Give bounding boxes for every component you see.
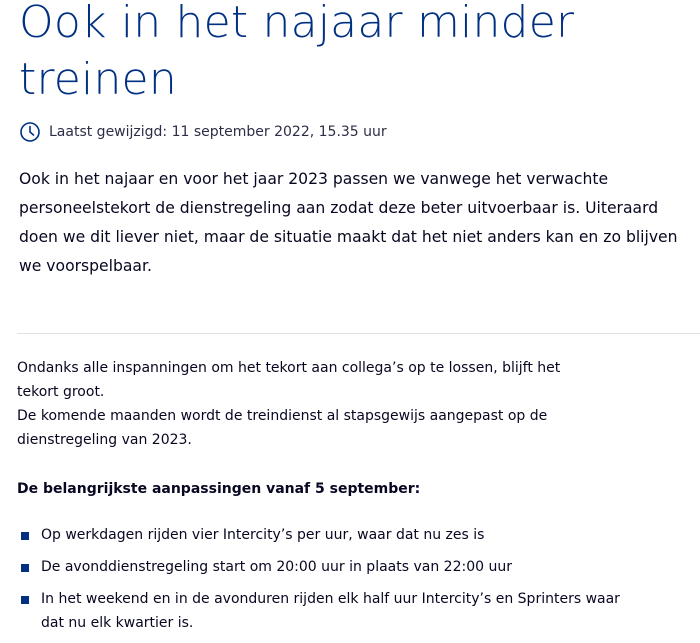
list-item xyxy=(17,523,677,547)
page-title: Ook in het najaar minder treinen xyxy=(19,0,575,105)
list-item xyxy=(17,587,677,635)
section-divider xyxy=(17,333,700,334)
square-bullet-icon xyxy=(21,596,29,604)
list-item-text: De avonddienstregeling start om 20:00 uur in plaats van 22:00 uur xyxy=(41,559,512,575)
changes-list xyxy=(17,523,677,643)
list-heading: De belangrijkste aanpassingen vanaf 5 september: xyxy=(17,481,421,497)
last-modified-text: Laatst gewijzigd: 11 september 2022, 15.35 uur xyxy=(49,124,387,140)
list-item-text: Op werkdagen rijden vier Intercity’s per uur, waar dat nu zes is xyxy=(41,527,485,543)
body-paragraph: De komende maanden wordt de treindienst al stapsgewijs aangepast op de dienstregeling van 2023. xyxy=(17,408,548,448)
last-modified xyxy=(19,120,387,144)
square-bullet-icon xyxy=(21,532,29,540)
intro-paragraph: Ook in het najaar en voor het jaar 2023 passen we vanwege het verwachte personeelstekort de dienstregeling aan zodat deze beter uitvoerbaar is. Uiteraard doen we dit liever niet, maar de situatie maakt dat het niet anders kan en zo blijven we voorspelbaar. xyxy=(19,170,678,275)
body-text xyxy=(17,356,677,452)
list-item xyxy=(17,555,677,579)
clock-icon xyxy=(19,121,41,143)
body-paragraph: Ondanks alle inspanningen om het tekort aan collega’s op te lossen, blijft het tekort groot. xyxy=(17,360,561,400)
list-item-text: In het weekend en in de avonduren rijden elk half uur Intercity’s en Sprinters waar dat nu elk kwartier is. xyxy=(41,591,620,631)
square-bullet-icon xyxy=(21,564,29,572)
